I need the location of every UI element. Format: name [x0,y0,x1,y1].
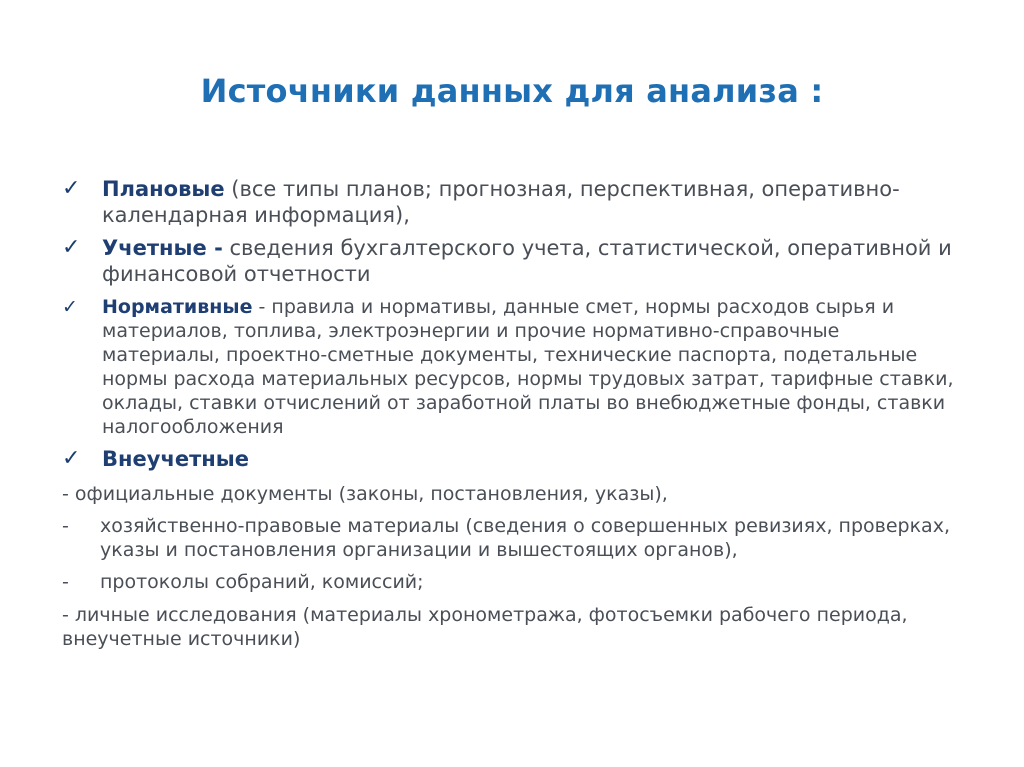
item-text: - правила и нормативы, данные смет, нормы расходов сырья и материалов, топлива, электроэнергии и прочие нормативно-справочные материалы, проектно-сметные документы, технические паспорта, подетальные нормы расхода материальных ресурсов, нормы трудовых затрат, тарифные ставки, оклады, ставки отчислений от заработной платы во внебюджетные фонды, ставки налогообложения [102,296,954,438]
list-item-planned [62,176,962,228]
item-text: (все типы планов; прогнозная, перспективная, оперативно-календарная информация), [102,177,900,227]
slide-title: Источники данных для анализа : [200,72,824,110]
dash-marker: - [62,571,69,593]
dash-item-legal-materials [62,514,962,562]
item-term: Учетные - [102,236,223,260]
text-line-official-docs: - официальные документы (законы, постановления, указы), [62,483,668,505]
dash-item-text: хозяйственно-правовые материалы (сведения о совершенных ревизиях, проверках, указы и постановления организации и вышестоящих органов), [100,515,950,561]
item-text: сведения бухгалтерского учета, статистической, оперативной и финансовой отчетности [102,236,952,286]
text-line-personal-research: - личные исследования (материалы хронометража, фотосъемки рабочего периода, внеучетные источники) [62,604,908,650]
dash-item-text: протоколы собраний, комиссий; [100,571,424,593]
checkmark-icon: ✓ [62,446,81,471]
dash-marker: - [62,515,69,537]
checkmark-icon: ✓ [62,235,81,260]
checkmark-icon: ✓ [62,176,81,201]
item-term: Нормативные [102,296,253,318]
slide-body [62,176,962,651]
item-term: Внеучетные [102,447,250,471]
list-item-normative [62,295,962,439]
list-item-accounting [62,235,962,287]
dash-item-protocols [62,570,962,594]
item-term: Плановые [102,177,225,201]
list-item-non-accounting [62,446,962,472]
checkmark-icon: ✓ [62,296,78,318]
